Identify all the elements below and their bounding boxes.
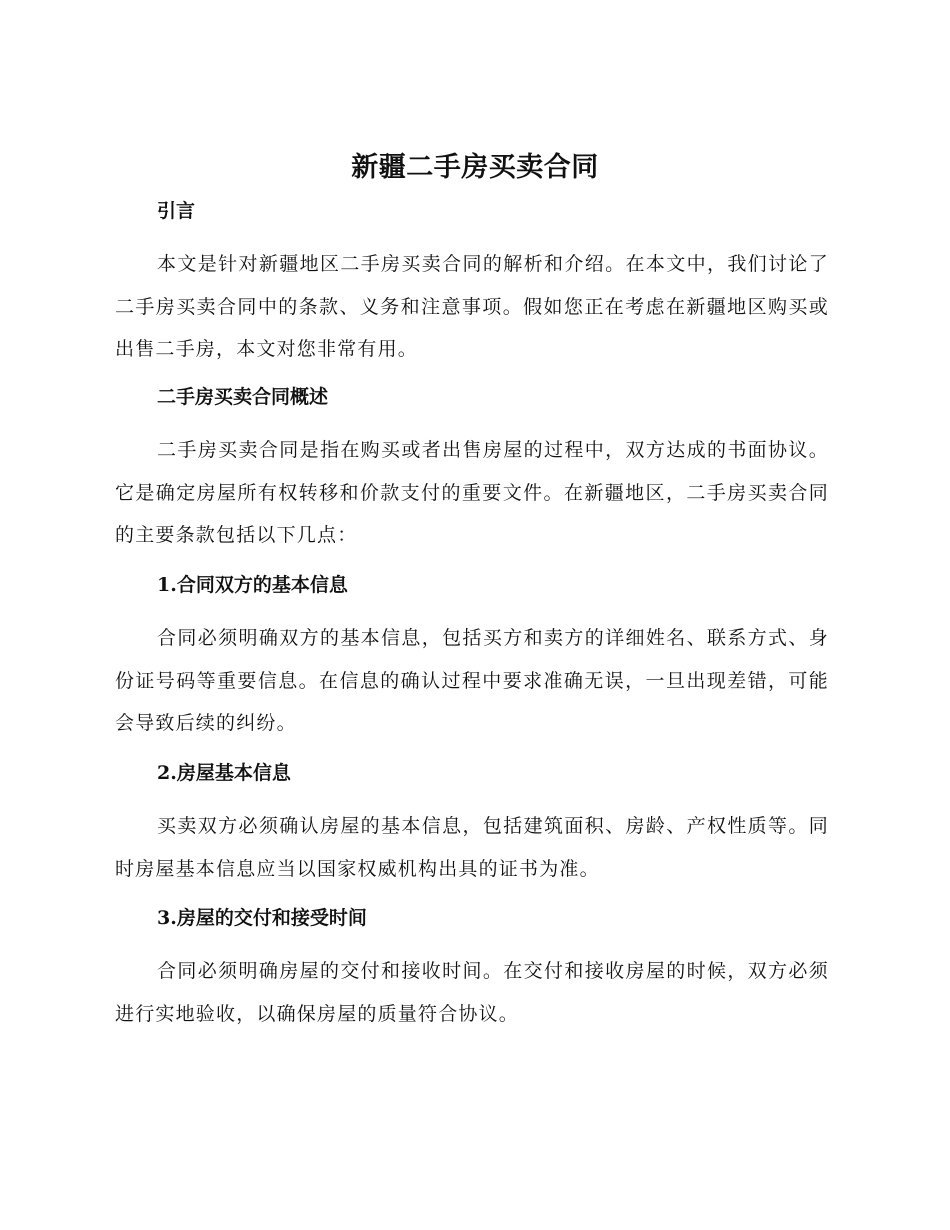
section-heading-intro: 引言 <box>157 200 196 222</box>
section-paragraph-property-info: 买卖双方必须确认房屋的基本信息，包括建筑面积、房龄、产权性质等。同时房屋基本信息应当以国家权威机构出具的证书为准。 <box>115 815 829 880</box>
section-paragraph-intro: 本文是针对新疆地区二手房买卖合同的解析和介绍。在本文中，我们讨论了二手房买卖合同中的条款、义务和注意事项。假如您正在考虑在新疆地区购买或出售二手房，本文对您非常有用。 <box>115 253 829 360</box>
section-paragraph-party-info: 合同必须明确双方的基本信息，包括买方和卖方的详细姓名、联系方式、身份证号码等重要信息。在信息的确认过程中要求准确无误，一旦出现差错，可能会导致后续的纠纷。 <box>115 627 829 734</box>
document-title: 新疆二手房买卖合同 <box>351 152 599 183</box>
section-heading-party-info: 1.合同双方的基本信息 <box>157 574 348 596</box>
section-heading-overview: 二手房买卖合同概述 <box>157 386 329 408</box>
section-paragraph-delivery-time: 合同必须明确房屋的交付和接收时间。在交付和接收房屋的时候，双方必须进行实地验收，以确保房屋的质量符合协议。 <box>115 960 829 1025</box>
section-heading-delivery-time: 3.房屋的交付和接受时间 <box>157 907 367 929</box>
section-heading-property-info: 2.房屋基本信息 <box>157 762 291 784</box>
section-paragraph-overview: 二手房买卖合同是指在购买或者出售房屋的过程中，双方达成的书面协议。它是确定房屋所有权转移和价款支付的重要文件。在新疆地区，二手房买卖合同的主要条款包括以下几点： <box>115 439 829 546</box>
